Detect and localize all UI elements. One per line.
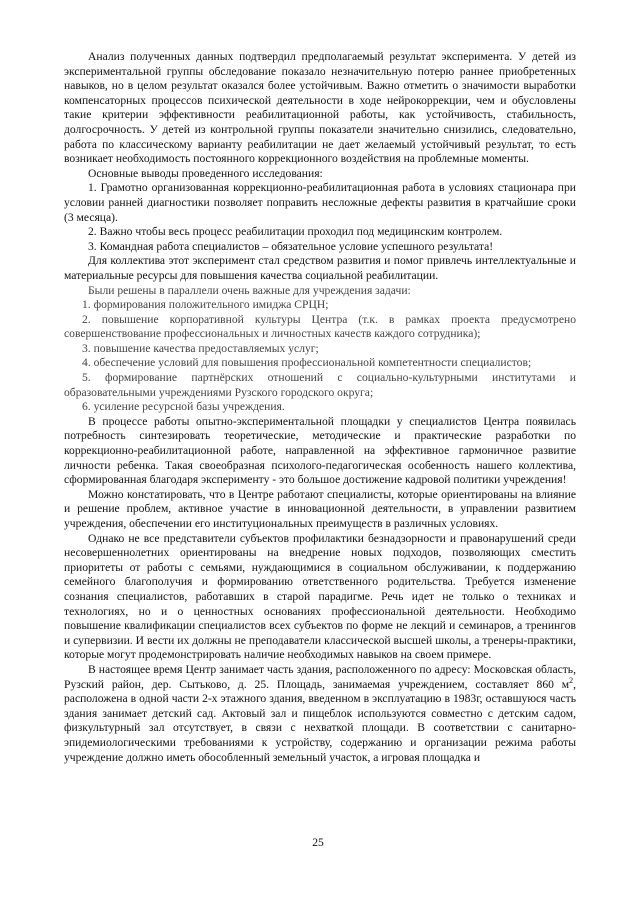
- task-item-1: 1. формирования положительного имиджа СРЦН;: [82, 298, 329, 312]
- paragraph-prevention-subjects: Однако не все представители субъектов профилактики безнадзорности и правонарушений среди несовершеннолетних ориентированы на внедрение новых подходов, позволяющих сместить приоритеты от работы с семьями, нуждающимися в социальном обслуживании, к поддержанию семейного благополучия и формированию ответственного родительства. Требуется изменение сознания специалистов, работавших в старой парадигме. Речь идет не только о техниках и технологиях, но и о ценностных основаниях профессиональной деятельности. Необходимо повышение квалификации специалистов всех субъектов по форме не лекций и семинаров, а тренингов и супервизии. И вести их должны не преподаватели классической высшей школы, а тренеры-практики, которые могут продемонстрировать наличие необходимых навыков на своем примере.: [64, 531, 576, 662]
- paragraph-analysis: Анализ полученных данных подтвердил предполагаемый результат эксперимента. У детей из экспериментальной группы обследование показало незначительную потерю раннее приобретенных навыков, но в целом результат оказался более устойчивым. Важно отметить о значимости выработки компенсаторных процессов психической деятельности в ходе нейрокоррекции, чем и обусловлены такие критерии эффективности реабилитационной работы, как устойчивость, стабильность, долгосрочность. У детей из контрольной группы показатели значительно снизились, следовательно, работа по классическому варианту реабилитации не дает желаемый устойчивый результат, то есть возникает необходимость постоянного коррекционного воздействия на проблемные моменты.: [64, 50, 576, 166]
- conclusion-item-1: 1. Грамотно организованная коррекционно-реабилитационная работа в условиях стационара при условии ранней диагностики позволяет поправить несложные дефекты развития в кратчайшие сроки (3 месяца).: [64, 181, 576, 224]
- paragraph-team-development: Для коллектива этот эксперимент стал средством развития и помог привлечь интеллектуальные и материальные ресурсы для повышения качества социальной реабилитации.: [64, 254, 576, 282]
- task-item-6: 6. усиление ресурсной базы учреждения.: [82, 400, 285, 414]
- building-text-part1: В настоящее время Центр занимает часть здания, расположенного по адресу: Московская область, Рузский район, дер. Сытьково, д. 25. Площадь, занимаемая учреждением, составляет 860 м: [64, 662, 576, 691]
- paragraph-specialists: Можно констатировать, что в Центре работают специалисты, которые ориентированы на влияние и решение проблем, активное участие в инновационной деятельности, в управлении развитием учреждения, обеспечении его институциональных преимуществ в различных условиях.: [64, 487, 576, 530]
- paragraph-conclusions-heading: Основные выводы проведенного исследования:: [88, 166, 323, 180]
- page-body: [64, 50, 576, 765]
- superscript-square: 2: [569, 675, 574, 685]
- conclusion-item-3: 3. Командная работа специалистов – обязательное условие успешного результата!: [88, 239, 494, 253]
- paragraph-experimental-site: В процессе работы опытно-экспериментальной площадки у специалистов Центра появилась потребность синтезировать теоретические, методические и практические разработки по коррекционно-реабилитационной работе, направленной на эффективное гармоничное развитие личности ребенка. Такая своеобразная психолого-педагогическая особенность нашего коллектива, сформированная благодаря эксперименту - это большое достижение кадровой политики учреждения!: [64, 414, 576, 487]
- task-item-2: 2. повышение корпоративной культуры Центра (т.к. в рамках проекта предусмотрено совершенствование профессиональных и личностных качеств каждого сотрудника);: [64, 312, 576, 341]
- task-item-3: 3. повышение качества предоставляемых услуг;: [82, 341, 319, 355]
- paragraph-building: [64, 663, 576, 765]
- building-text-part2: , расположена в одной части 2-х этажного здания, введенном в эксплуатацию в 1983г, оставшуюся часть здания занимает детский сад. Актовый зал и пищеблок используются совместно с детским садом, физкультурный зал отсутствует, в связи с нехваткой площади. В соответствии с санитарно-эпидемиологическими требованиями к устройству, содержанию и организации режима работы учреждение должно иметь обособленный земельный участок, а игровая площадка и: [64, 677, 576, 764]
- page-number: 25: [312, 836, 324, 849]
- conclusion-item-2: 2. Важно чтобы весь процесс реабилитации проходил под медицинским контролем.: [88, 225, 503, 239]
- task-item-4: 4. обеспечение условий для повышения профессиональной компетентности специалистов;: [82, 356, 532, 370]
- task-item-5: 5. формирование партнёрских отношений с социально-культурными институтами и образовательными учреждениями Рузского городского округа;: [64, 371, 576, 399]
- paragraph-tasks-heading: Были решены в параллели очень важные для учреждения задачи:: [88, 283, 411, 297]
